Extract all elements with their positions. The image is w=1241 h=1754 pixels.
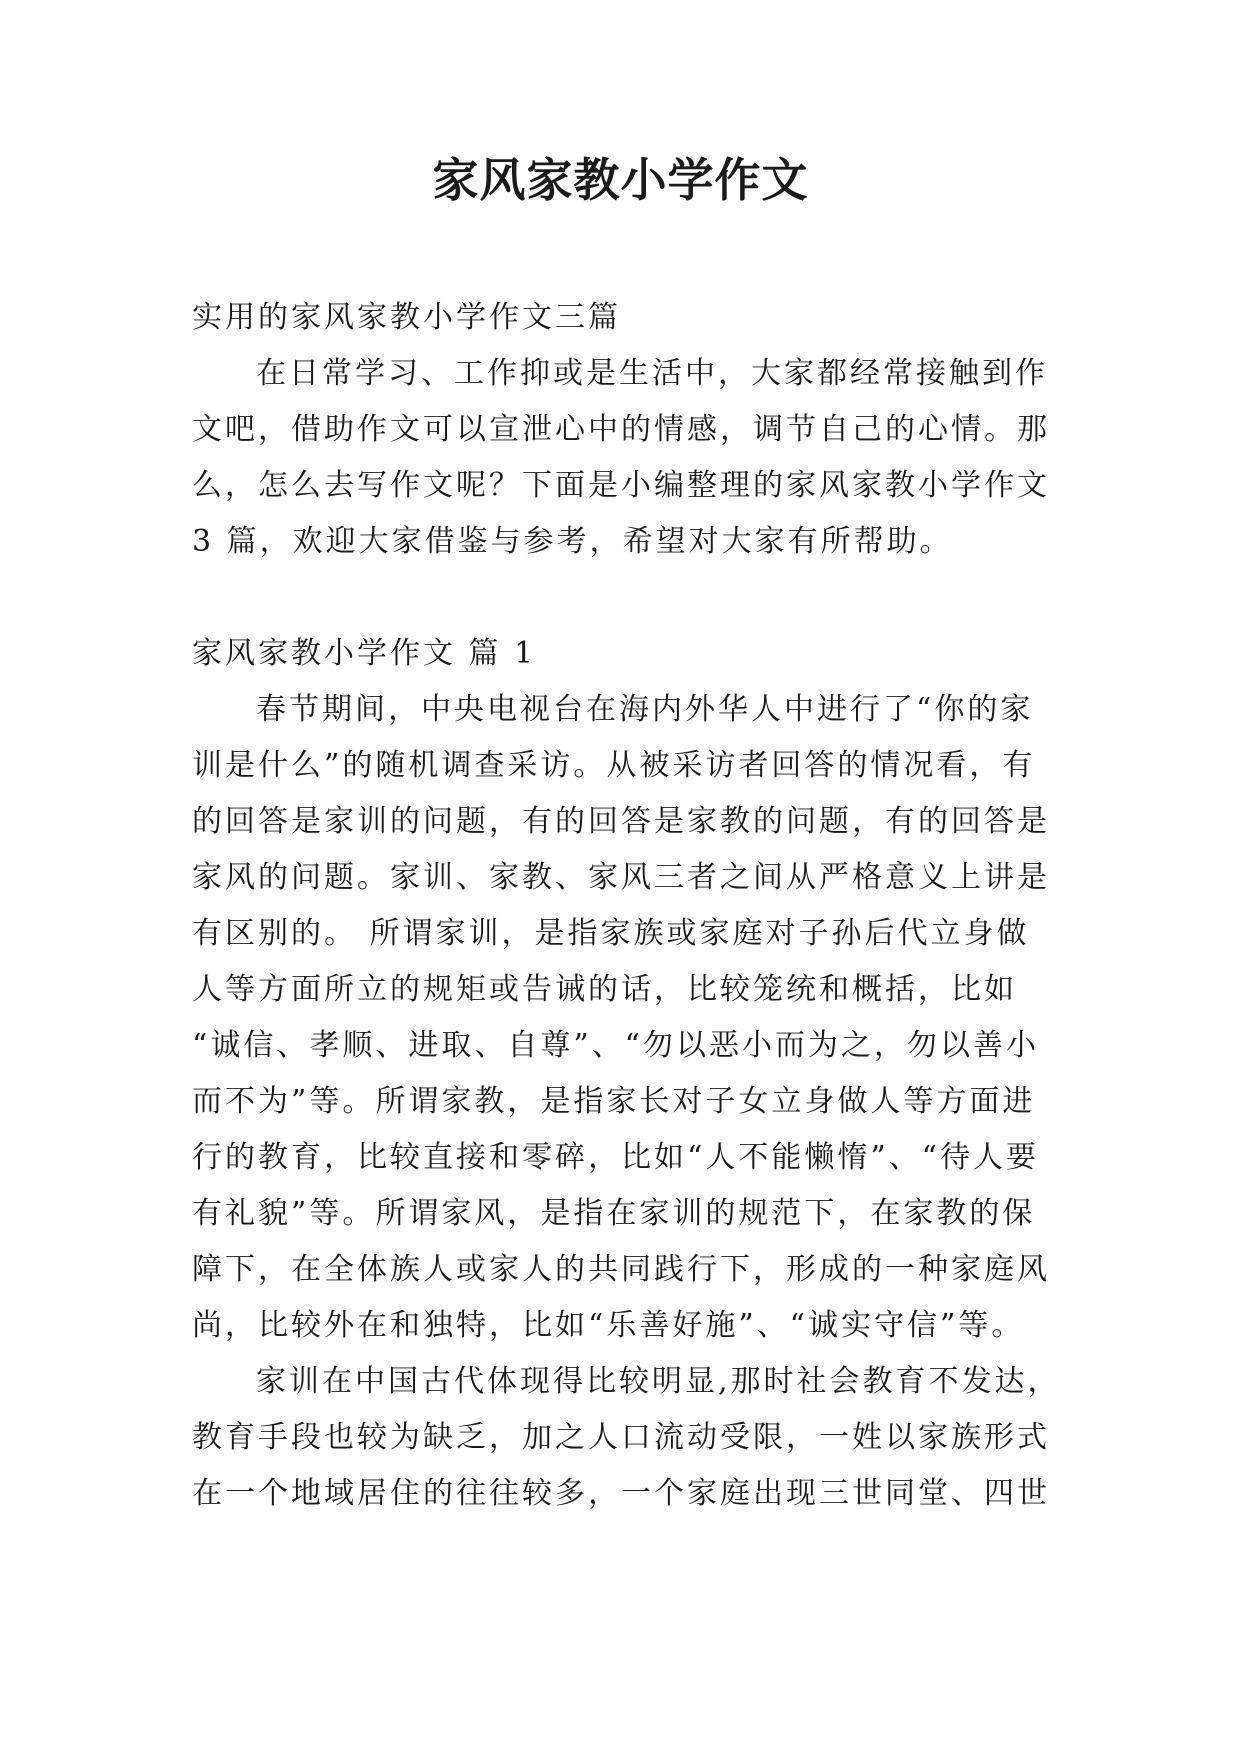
paragraph-line: 有礼貌”等。所谓家风，是指在家训的规范下，在家教的保 — [192, 1196, 1036, 1231]
section-heading: 家风家教小学作文 篇 1 — [192, 636, 537, 671]
paragraph-line: 人等方面所立的规矩或告诫的话，比较笼统和概括，比如 — [192, 972, 1017, 1007]
paragraph-line: 教育手段也较为缺乏，加之人口流动受限，一姓以家族形式 — [192, 1420, 1050, 1455]
paragraph-line: 在一个地域居住的往往较多，一个家庭出现三世同堂、四世 — [192, 1476, 1050, 1511]
intro-line: 在日常学习、工作抑或是生活中，大家都经常接触到作 — [256, 356, 1048, 391]
paragraph-line: 训是什么”的随机调查采访。从被采访者回答的情况看，有 — [192, 748, 1036, 783]
intro-line: 文吧，借助作文可以宣泄心中的情感，调节自己的心情。那 — [192, 412, 1050, 447]
document-title: 家风家教小学作文 — [432, 153, 809, 207]
paragraph-line: 的回答是家训的问题，有的回答是家教的问题，有的回答是 — [192, 804, 1050, 839]
paragraph-line: 春节期间，中央电视台在海内外华人中进行了“你的家 — [256, 692, 1034, 727]
paragraph-line: “诚信、孝顺、进取、自尊”、“勿以恶小而为之，勿以善小 — [192, 1028, 1040, 1063]
paragraph-line: 有区别的。 所谓家训，是指家族或家庭对子孙后代立身做 — [192, 916, 1030, 951]
paragraph-line: 障下，在全体族人或家人的共同践行下，形成的一种家庭风 — [192, 1252, 1050, 1287]
paragraph-line: 家训在中国古代体现得比较明显,那时社会教育不发达， — [256, 1364, 1061, 1399]
section-spacer — [192, 570, 1062, 626]
paragraph-line: 家风的问题。家训、家教、家风三者之间从严格意义上讲是 — [192, 860, 1050, 895]
paragraph-line: 行的教育，比较直接和零碎，比如“人不能懒惰”、“待人要 — [192, 1140, 1040, 1175]
intro-heading: 实用的家风家教小学作文三篇 — [192, 300, 621, 335]
paragraph-line: 尚，比较外在和独特，比如“乐善好施”、“诚实守信”等。 — [192, 1308, 1025, 1343]
paragraph-line: 而不为”等。所谓家教，是指家长对子女立身做人等方面进 — [192, 1084, 1036, 1119]
intro-line: 么，怎么去写作文呢？下面是小编整理的家风家教小学作文 — [192, 468, 1050, 503]
document-body — [192, 290, 1062, 1522]
intro-line: 3 篇，欢迎大家借鉴与参考，希望对大家有所帮助。 — [192, 524, 953, 559]
